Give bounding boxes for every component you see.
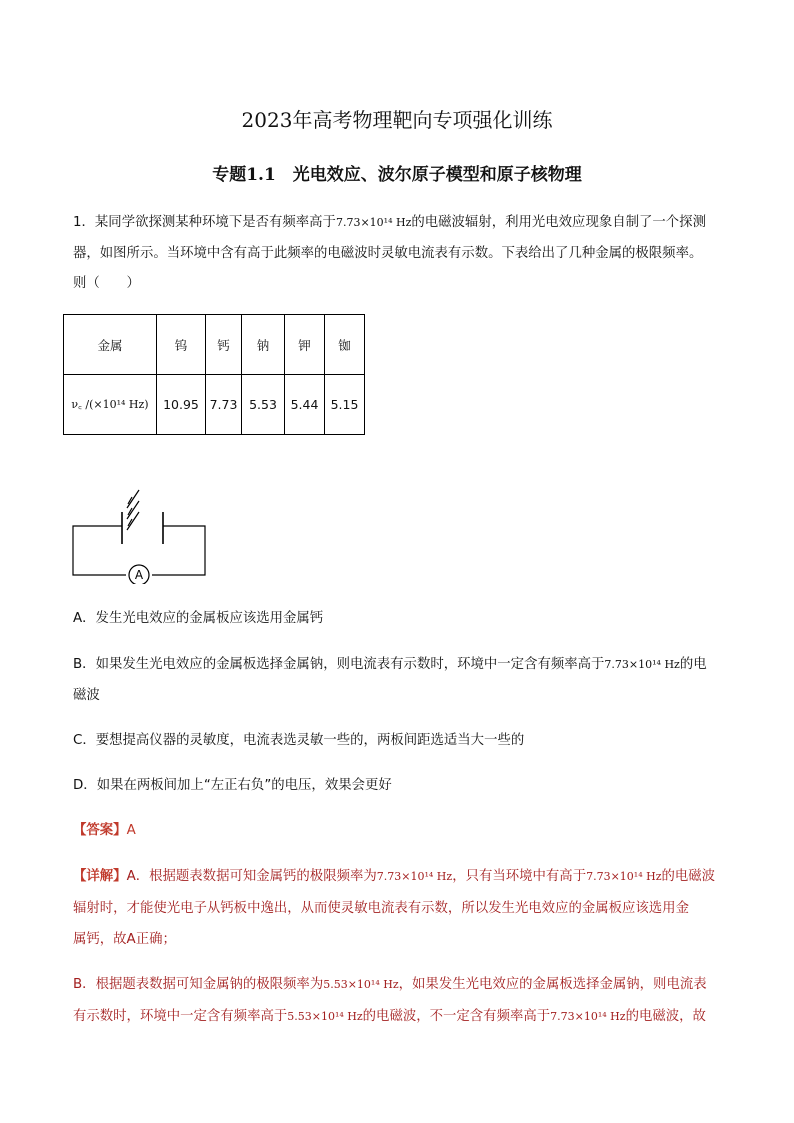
table-row — [64, 375, 365, 435]
document-subtitle: 专题1.1 光电效应、波尔原子模型和原子核物理 — [212, 165, 582, 185]
table-cell: 铷 — [325, 315, 365, 375]
explanation-text: A．根据题表数据可知金属钙的极限频率为 — [126, 869, 377, 884]
explanation-a-line3: 属钙，故A正确； — [73, 932, 176, 947]
circuit-diagram — [66, 484, 216, 584]
table-cell: 5.53 — [242, 375, 285, 435]
table-cell: 钠 — [242, 315, 285, 375]
table-cell: 7.73 — [206, 375, 242, 435]
question-stem-line3: 则（ ） — [73, 276, 140, 291]
circuit-wire-right — [152, 526, 205, 575]
question-stem-line1 — [73, 207, 733, 239]
frequency-value: 7.73×10¹⁴ Hz — [335, 216, 412, 229]
incident-light-arrows-icon — [127, 490, 139, 530]
option-b-line2: 磁波 — [73, 688, 100, 703]
frequency-value: 7.73×10¹⁴ Hz — [604, 658, 680, 671]
table-cell: 5.15 — [325, 375, 365, 435]
explanation-label: 【详解】 — [73, 869, 127, 884]
explanation-b-line1 — [73, 969, 763, 1001]
frequency-value: 5.53×10¹⁴ Hz — [287, 1010, 363, 1023]
metal-threshold-table — [63, 314, 365, 435]
table-cell: 钙 — [206, 315, 242, 375]
frequency-value: 7.73×10¹⁴ Hz — [376, 870, 453, 883]
ammeter-label: A — [134, 568, 144, 582]
question-stem-line2: 器，如图所示。当环境中含有高于此频率的电磁波时灵敏电流表有示数。下表给出了几种金属的极限频率。 — [73, 246, 703, 261]
explanation-text: B．根据题表数据可知金属钠的极限频率为 — [73, 977, 324, 992]
frequency-value: 7.73×10¹⁴ Hz — [586, 870, 662, 883]
table-row — [64, 315, 365, 375]
explanation-text: 的电磁波，不一定含有频率高于 — [362, 1009, 551, 1024]
answer-label: 【答案】 — [73, 823, 127, 838]
explanation-text: 有示数时，环境中一定含有频率高于 — [73, 1009, 288, 1024]
table-header-cell: 金属 — [64, 315, 157, 375]
answer-value: A — [126, 823, 136, 838]
option-d: D．如果在两板间加上“左正右负”的电压，效果会更好 — [73, 778, 392, 793]
table-cell: 5.44 — [285, 375, 325, 435]
table-cell: 钾 — [285, 315, 325, 375]
explanation-a-line1 — [73, 861, 763, 893]
option-c: C．要想提高仪器的灵敏度，电流表选灵敏一些的，两板间距选适当大一些的 — [73, 733, 525, 748]
frequency-value: 5.53×10¹⁴ Hz — [323, 978, 399, 991]
explanation-text: 的电磁波，故 — [625, 1009, 706, 1024]
document-title: 2023年高考物理靶向专项强化训练 — [241, 108, 553, 132]
option-b-line1 — [73, 649, 733, 681]
frequency-value: 7.73×10¹⁴ Hz — [550, 1010, 626, 1023]
table-row-label: ν꜀ /(×10¹⁴ Hz) — [64, 375, 157, 435]
option-b-text: B．如果发生光电效应的金属板选择金属钠，则电流表有示数时，环境中一定含有频率高于 — [73, 657, 605, 672]
question-stem-text: 的电磁波辐射，利用光电效应现象自制了一个探测 — [411, 215, 706, 230]
option-a: A．发生光电效应的金属板应该选用金属钙 — [73, 611, 324, 626]
explanation-b-line2 — [73, 1001, 763, 1033]
explanation-a-line2: 辐射时，才能使光电子从钙板中逸出，从而使灵敏电流表有示数，所以发生光电效应的金属板应该选用金 — [73, 901, 689, 916]
circuit-wire-left — [73, 526, 126, 575]
table-cell: 钨 — [157, 315, 206, 375]
answer-line — [73, 815, 733, 847]
explanation-text: 的电磁波 — [661, 869, 716, 884]
explanation-text: ，如果发生光电效应的金属板选择金属钠，则电流表 — [398, 977, 707, 992]
explanation-text: ，只有当环境中有高于 — [452, 869, 587, 884]
option-b-text: 的电 — [679, 657, 707, 672]
table-cell: 10.95 — [157, 375, 206, 435]
question-stem-text: 1．某同学欲探测某种环境下是否有频率高于 — [73, 215, 336, 230]
